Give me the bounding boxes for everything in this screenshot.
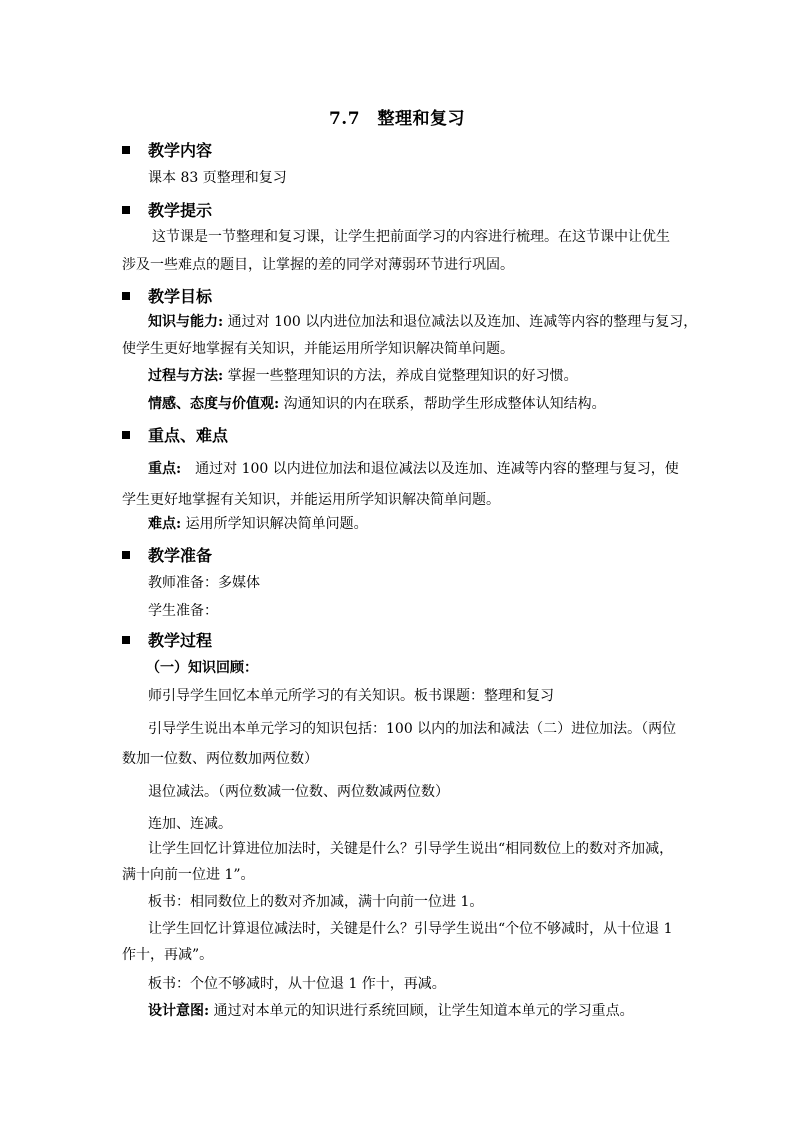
process-p2-line-1: 引导学生说出本单元学习的知识包括：100 以内的加法和减法（二）进位加法。（两位: [148, 721, 677, 737]
difficulty-line: 难点: 运用所学知识解决简单问题。: [148, 516, 368, 532]
process-p1: 师引导学生回忆本单元所学习的有关知识。板书课题：整理和复习: [148, 688, 554, 704]
goal-process: 过程与方法: 掌握一些整理知识的方法，养成自觉整理知识的好习惯。: [148, 368, 578, 384]
process-p6: 板书：相同数位上的数对齐加减，满十向前一位进 1。: [148, 894, 484, 910]
design-intent: 设计意图: 通过对本单元的知识进行系统回顾，让学生知道本单元的学习重点。: [148, 1003, 634, 1019]
process-p3: 退位减法。（两位数减一位数、两位数减两位数）: [148, 784, 449, 800]
process-p4: 连加、连减。: [148, 816, 232, 832]
bullet-icon: [122, 431, 130, 439]
goal-knowledge-line-2: 使学生更好地掌握有关知识，并能运用所学知识解决简单问题。: [122, 341, 514, 357]
prep-teacher: 教师准备：多媒体: [148, 575, 260, 591]
section-heading-content: 教学内容: [122, 138, 212, 161]
hint-line-1: 这节课是一节整理和复习课，让学生把前面学习的内容进行梳理。在这节课中让优生: [152, 229, 670, 245]
bullet-icon: [122, 206, 130, 214]
process-p8: 板书：个位不够减时，从十位退 1 作十，再减。: [148, 976, 446, 992]
prep-student: 学生准备：: [148, 603, 218, 619]
process-p7-line-1: 让学生回忆计算退位减法时，关键是什么？引导学生说出“个位不够减时，从十位退 1: [148, 921, 673, 937]
page-title: 7.7 整理和复习: [328, 109, 466, 129]
goal-knowledge-line-1: 知识与能力: 通过对 100 以内进位加法和退位减法以及连加、连减等内容的整理与复习，: [148, 314, 698, 330]
process-p7-line-2: 作十，再减”。: [122, 947, 214, 963]
keypoint-line-1: 重点: 通过对 100 以内进位加法和退位减法以及连加、连减等内容的整理与复习，使: [148, 461, 679, 477]
hint-line-2: 涉及一些难点的题目，让掌握的差的同学对薄弱环节进行巩固。: [122, 257, 514, 273]
section-heading-keypoints: 重点、难点: [122, 423, 228, 446]
process-p5-line-1: 让学生回忆计算进位加法时，关键是什么？引导学生说出“相同数位上的数对齐加减，: [148, 841, 674, 857]
bullet-icon: [122, 636, 130, 644]
bullet-icon: [122, 292, 130, 300]
bullet-icon: [122, 551, 130, 559]
section-heading-process: 教学过程: [122, 628, 212, 651]
bullet-icon: [122, 146, 130, 154]
keypoint-line-2: 学生更好地掌握有关知识，并能运用所学知识解决简单问题。: [122, 492, 500, 508]
section-heading-hint: 教学提示: [122, 198, 212, 221]
process-subheading-1: （一）知识回顾：: [146, 660, 258, 676]
process-p5-line-2: 满十向前一位进 1”。: [122, 867, 255, 883]
section-heading-prep: 教学准备: [122, 543, 212, 566]
section-heading-goals: 教学目标: [122, 284, 212, 307]
goal-emotion: 情感、态度与价值观: 沟通知识的内在联系，帮助学生形成整体认知结构。: [148, 396, 606, 412]
content-text: 课本 83 页整理和复习: [148, 170, 287, 186]
process-p2-line-2: 数加一位数、两位数加两位数）: [122, 751, 318, 767]
